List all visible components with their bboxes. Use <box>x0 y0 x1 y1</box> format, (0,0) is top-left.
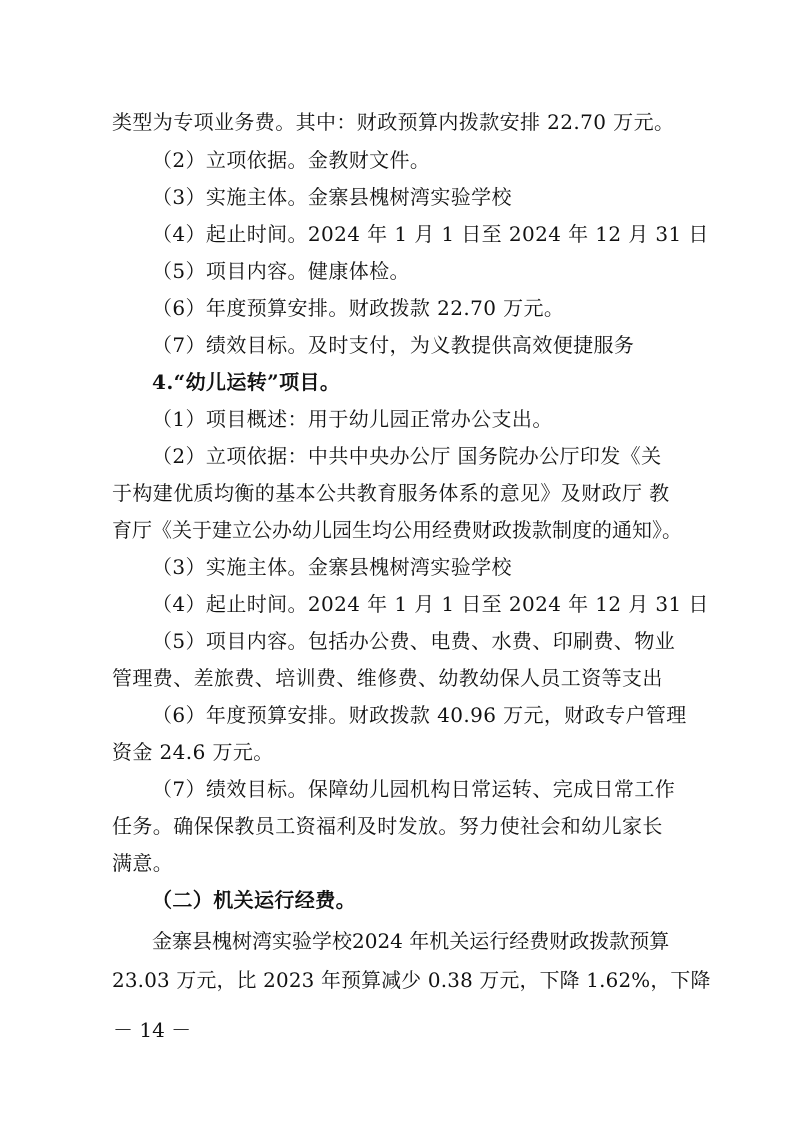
text-line-5: （5）项目内容。健康体检。 <box>152 259 410 283</box>
text-line-23: 金寨县槐树湾实验学校2024 年机关运行经费财政拨款预算 <box>152 929 670 953</box>
text-line-15: （5）项目内容。包括办公费、电费、水费、印刷费、物业 <box>152 629 676 653</box>
text-line-21: 满意。 <box>112 851 174 875</box>
text-line-17: （6）年度预算安排。财政拨款 40.96 万元，财政专户管理 <box>152 703 687 727</box>
text-line-14: （4）起止时间。2024 年 1 月 1 日至 2024 年 12 月 31 日 <box>152 592 709 616</box>
text-line-12: 育厅《关于建立公办幼儿园生均公用经费财政拨款制度的通知》。 <box>112 518 682 542</box>
text-line-16: 管理费、差旅费、培训费、维修费、幼教幼保人员工资等支出 <box>112 666 663 690</box>
text-line-9: （1）项目概述：用于幼儿园正常办公支出。 <box>152 407 553 431</box>
text-line-4: （4）起止时间。2024 年 1 月 1 日至 2024 年 12 月 31 日 <box>152 222 709 246</box>
text-line-10: （2）立项依据：中共中央办公厅 国务院办公厅印发《关 <box>152 444 662 468</box>
text-line-7: （7）绩效目标。及时支付，为义教提供高效便捷服务 <box>152 333 635 357</box>
page-number: － 14 － <box>113 1018 192 1042</box>
text-line-2: （2）立项依据。金教财文件。 <box>152 148 431 172</box>
text-line-1: 类型为专项业务费。其中：财政预算内拨款安排 22.70 万元。 <box>112 110 675 134</box>
text-line-20: 任务。确保保教员工资福利及时发放。努力使社会和幼儿家长 <box>112 814 663 838</box>
text-line-3: （3）实施主体。金寨县槐树湾实验学校 <box>152 185 512 209</box>
section-heading-2: （二）机关运行经费。 <box>152 888 356 912</box>
section-heading-4: 4.“幼儿运转”项目。 <box>152 370 341 394</box>
text-line-13: （3）实施主体。金寨县槐树湾实验学校 <box>152 555 512 579</box>
text-line-11: 于构建优质均衡的基本公共教育服务体系的意见》及财政厅 教 <box>112 481 670 505</box>
text-line-19: （7）绩效目标。保障幼儿园机构日常运转、完成日常工作 <box>152 777 676 801</box>
text-line-18: 资金 24.6 万元。 <box>112 740 274 764</box>
text-line-24: 23.03 万元，比 2023 年预算减少 0.38 万元，下降 1.62%，下降 <box>112 968 711 992</box>
text-line-6: （6）年度预算安排。财政拨款 22.70 万元。 <box>152 296 565 320</box>
